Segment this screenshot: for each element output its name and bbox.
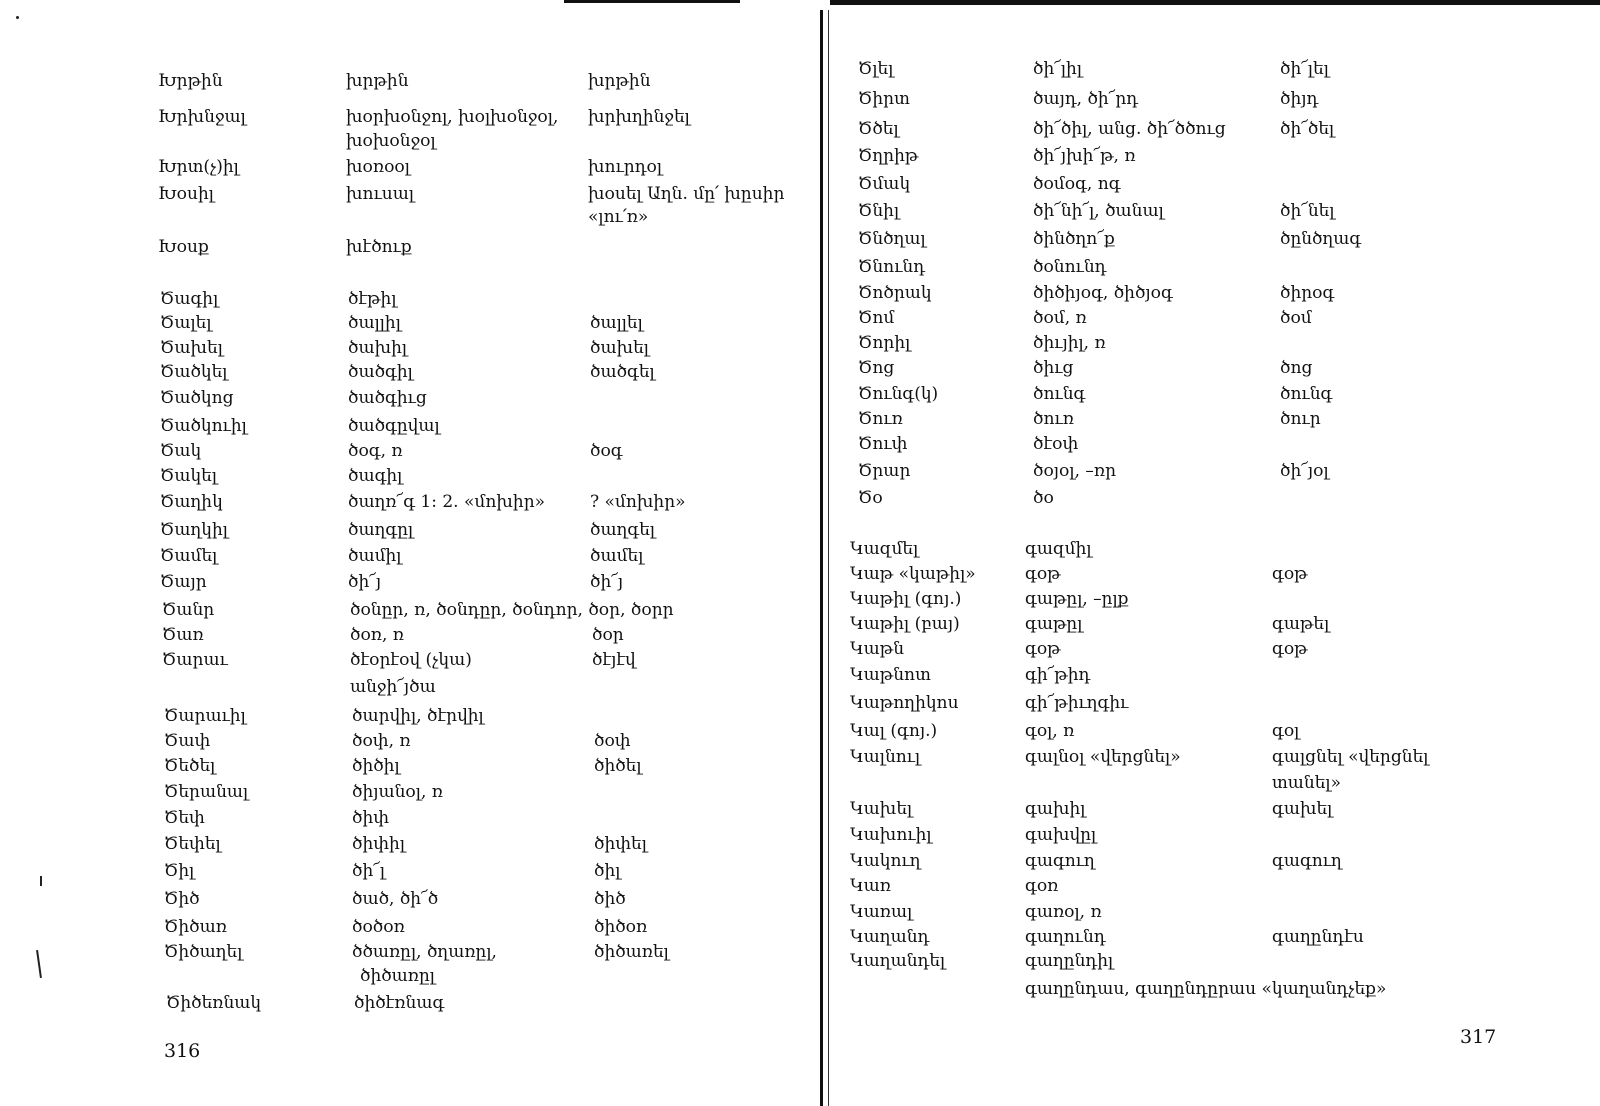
dialect-form: գօռ [1025,876,1059,896]
variant-form: գալցնել «վերցնել [1272,747,1429,767]
entry-word: Ծուռ [858,409,903,429]
dialect-form: ծաղգըլ [348,520,414,540]
entry-word: Կաղանդ [850,927,930,947]
variant-form: գօթ [1272,564,1308,584]
variant-form: ծօփ [594,731,631,751]
entry-word: Կաթն [850,639,905,659]
dialect-form: ծախիլ [348,338,408,358]
dialect-form: ծիծէռնագ [354,993,445,1013]
dialect-form: ծիյանօլ, ռ [352,782,443,802]
variant-form: գօթ [1272,639,1308,659]
entry-word: Ծագիլ [160,289,219,309]
entry-word: Ծոմ [858,308,895,328]
dialect-form: գօթ [1025,639,1061,659]
variant-form: «լու՛ռ» [588,207,649,227]
dialect-form: գագուղ [1025,851,1095,871]
variant-form: ծէյէվ [592,650,636,670]
entry-word: Խօսք [158,237,209,257]
dialect-form: ծալլիլ [348,313,401,333]
entry-word: Ծեփել [164,834,221,854]
entry-word: Ծիլ [164,861,195,881]
dialect-form: գազմիլ [1025,539,1092,559]
entry-word: Ծակել [160,466,218,486]
dialect-form: ծարվիլ, ծէրվիլ [352,706,484,726]
entry-word: Ծարաւիլ [164,706,246,726]
dialect-form: ծէթիլ [348,289,397,309]
entry-word: Ծափ [164,731,211,751]
variant-form: ծաղգել [590,520,656,540]
dialect-form: գախիլ [1025,799,1086,819]
variant-form: ծիծառել [594,942,669,962]
dialect-form: ծի՜նի՜լ, ծանալ [1033,201,1164,221]
variant-form: ծամել [590,546,644,566]
entry-word: Ծայր [160,572,207,592]
dialect-form: ծուռ [1033,409,1074,429]
dialect-form: ծինծղո՜ք [1033,229,1115,249]
variant-form: ծունգ [1280,384,1333,404]
entry-word: Ծաղիկ [160,492,223,512]
entry-word: Ծրար [858,461,911,481]
entry-word: Ծօ [858,488,883,508]
entry-word: Խօսիլ [158,184,214,204]
entry-word: Ծմակ [858,174,911,194]
dialect-form: խուսալ [346,184,415,204]
dialect-form: ծագիլ [348,466,403,486]
entry-word: Կաթիլ (բայ) [850,614,960,634]
entry-word: Ծուփ [858,434,908,454]
dialect-form: ծամիլ [348,546,402,566]
variant-form: ծի՜ծել [1280,119,1335,139]
dialect-form: խրթին [346,71,409,91]
right-page [828,0,1600,1106]
dialect-form: գաղունդ [1025,927,1106,947]
entry-word: Ծիծեռնակ [166,993,262,1013]
entry-word: Ծունգ(կ) [858,384,939,404]
entry-word: Կառ [850,876,891,896]
entry-word: Ծաղկիլ [160,520,228,540]
dialect-form: ծօ [1033,488,1054,508]
variant-form: ծօգ [590,441,623,461]
entry-word: Կալ (գոյ.) [850,721,938,741]
variant-form: գախել [1272,799,1333,819]
dialect-form: ծծառըլ, ծղառըլ, [352,942,497,962]
entry-word: Ծերանալ [164,782,249,802]
variant-form: ծածգել [590,362,655,382]
dialect-form: ծիփ [352,808,390,828]
variant-form: ծի՜նել [1280,201,1335,221]
entry-word: Ծալել [160,313,212,333]
dialect-form: ծիծառըլ [360,966,435,986]
entry-word: Ծառ [162,625,204,645]
entry-word: Ծծել [858,119,899,139]
variant-form: գաթել [1272,614,1330,634]
dialect-form: ծօփ, ռ [352,731,411,751]
dialect-form: գօթ [1025,564,1061,584]
entry-word: Ծամել [160,546,218,566]
entry-word: Ծիրտ [858,89,910,109]
entry-word: Կախել [850,799,913,819]
dialect-form: ծիւց [1033,358,1074,378]
entry-word: Ծածկել [160,362,228,382]
entry-word: Կազմել [850,539,919,559]
entry-word: Կալնուլ [850,747,921,767]
entry-word: Կաթ «կաթիլ» [850,564,976,584]
entry-word: Ծարաւ [162,650,228,670]
dialect-form: գաթըլ [1025,614,1083,634]
dialect-form: ծօնունդ [1033,257,1107,277]
variant-form: ծիյդ [1280,89,1319,109]
variant-form: գագուղ [1272,851,1342,871]
variant-form: ծօր [592,625,624,645]
entry-word: Ծնիլ [858,201,900,221]
entry-word: Ծեփ [164,808,205,828]
variant-form: ծիլ [594,861,621,881]
dialect-form: գօլ, ռ [1025,721,1075,741]
dialect-form: ծի՜ծիլ, անց. ծի՜ծծուց [1033,119,1226,139]
dialect-form: գալնօլ «վերցնել» [1025,747,1181,767]
entry-word: Ծանր [162,600,215,620]
dialect-form: ծօյօլ, –ռր [1033,461,1117,481]
dialect-form: գախվըլ [1025,825,1097,845]
dialect-form: ծիծիլ [352,756,400,776]
variant-form: խօսել Աղն. մը՛ խըսիր [588,184,785,204]
variant-form: ծի՜յ [590,572,624,592]
variant-form: ծուր [1280,409,1321,429]
page-number: 316 [164,1040,201,1062]
entry-word: Ծիծառ [164,917,227,937]
variant-form: ծընծղագ [1280,229,1362,249]
dialect-form: գաղընդաս, գաղընդըրաս «կաղանդչեք» [1025,979,1387,999]
dialect-form: ծայդ, ծի՜րդ [1033,89,1139,109]
dialect-form: ծօնըր, ռ, ծօնդըր, ծօնդոր, ծօր, ծօրր [350,600,674,620]
dialect-form: ծիւյիլ, ռ [1033,333,1106,353]
entry-word: Ծորիլ [858,333,911,353]
variant-form: ծոց [1280,358,1313,378]
variant-form: ծի՜յօլ [1280,461,1329,481]
dialect-form: գաղընդիլ [1025,951,1114,971]
entry-word: Ծիծ [164,889,200,909]
dialect-form: խէծուք [346,237,412,257]
variant-form: ? «մոխիր» [590,492,686,512]
variant-form: ծիրօգ [1280,283,1335,303]
variant-form: տանել» [1272,773,1341,793]
entry-word: Կառալ [850,902,913,922]
variant-form: ծիծել [594,756,642,776]
variant-form: գօլ [1272,721,1300,741]
entry-word: Ծոծրակ [858,283,932,303]
dialect-form: գի՜թիւղգիւ [1025,693,1129,713]
entry-word: Ծոց [858,358,895,378]
entry-word: Ծեծել [164,756,216,776]
dialect-form: ծօծօռ [352,917,405,937]
variant-form: ծիծ [594,889,626,909]
dialect-form: ծէօրէօվ (չկա) [350,650,472,670]
dialect-form: ծունգ [1033,384,1086,404]
dialect-form: ծիծիյօգ, ծիծյօգ [1033,283,1173,303]
dialect-form: խօխօնջօլ [346,131,436,151]
entry-word: Խրխնջալ [158,107,246,127]
entry-word: Կաթնոտ [850,665,931,685]
variant-form: ծիփել [594,834,647,854]
entry-word: Ծիծաղել [164,942,243,962]
entry-word: Ծախել [160,338,223,358]
entry-word: Կաթողիկոս [850,693,959,713]
entry-word: Ծածկոց [160,388,234,408]
dialect-form: ծածգըվալ [348,416,440,436]
entry-word: Կախուիլ [850,825,932,845]
page-number: 317 [1460,1026,1497,1048]
variant-form: խրթին [588,71,651,91]
dialect-form: ծաղռ՜գ 1: 2. «մոխիր» [348,492,546,512]
dialect-form: ծօմօգ, ոգ [1033,174,1121,194]
entry-word: Ծնծղալ [858,229,926,249]
dialect-form: ծօմ, ռ [1033,308,1087,328]
entry-word: Կաթիլ (գոյ.) [850,589,962,609]
dialect-form: անջի՜յծա [350,677,436,697]
dialect-form: խօռօօլ [346,157,410,177]
dialect-form: ծածգիւց [348,388,427,408]
dialect-form: ծէօփ [1033,434,1079,454]
variant-form: ծախել [590,338,649,358]
variant-form: ծիծօռ [594,917,648,937]
variant-form: ծալլել [590,313,643,333]
entry-word: Խրթին [158,71,223,91]
dialect-form: ծի՜լ [352,861,386,881]
dialect-form: ծի՜յ [348,572,382,592]
dialect-form: ծի՜լիլ [1033,59,1083,79]
variant-form: ծօմ [1280,308,1312,328]
entry-word: Ծածկուիլ [160,416,247,436]
entry-word: Կակուղ [850,851,921,871]
dialect-form: ծի՜յխի՜թ, ռ [1033,146,1136,166]
dialect-form: ծօգ, ռ [348,441,403,461]
variant-form: գաղընդէս [1272,927,1364,947]
dialect-form: գի՜թիդ [1025,665,1091,685]
dialect-form: ծածգիլ [348,362,413,382]
entry-word: Կաղանդել [850,951,946,971]
entry-word: Ծակ [160,441,202,461]
entry-word: Ծղրիթ [858,146,919,166]
dialect-form: գառօլ, ռ [1025,902,1102,922]
entry-word: Ծնունդ [858,257,926,277]
dialect-form: ծած, ծի՜ծ [352,889,439,909]
dialect-form: գաթըլ, –ըլք [1025,589,1129,609]
dialect-form: ծիփիլ [352,834,406,854]
entry-word: Խրտ(չ)իլ [158,157,239,177]
variant-form: խրխղինջել [588,107,690,127]
entry-word: Ծլել [858,59,894,79]
dialect-form: ծօռ, ռ [350,625,404,645]
variant-form: խուրդօլ [588,157,663,177]
variant-form: ծի՜լել [1280,59,1329,79]
dialect-form: խօրխօնջոլ, խօլխօնջօլ, [346,107,559,127]
